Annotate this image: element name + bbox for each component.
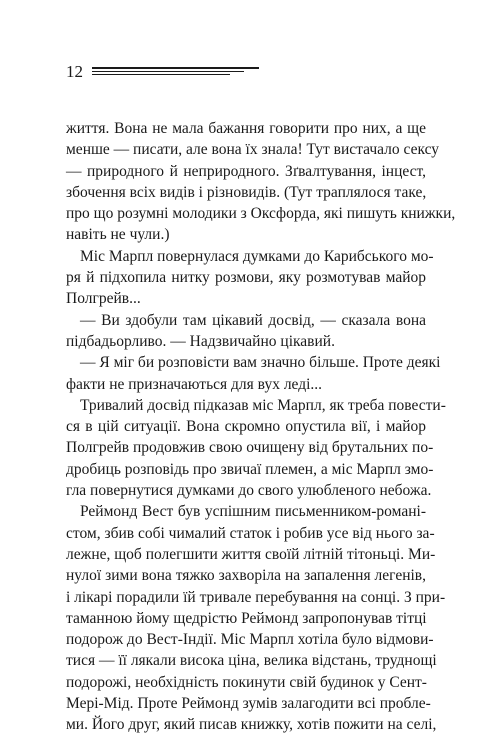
page-header (66, 60, 266, 84)
text-line: Мері-Мід. Проте Реймонд зумів залагодити всі пробле- (66, 695, 431, 713)
text-line: таманною йому щедрістю Реймонд запропонував тітці (66, 609, 427, 627)
body-text (66, 118, 456, 736)
text-line: лежне, щоб полегшити життя своїй літній тітоньці. Ми- (66, 545, 436, 563)
text-line: подорожі, необхідність покинути свій будинок у Сент- (66, 673, 427, 691)
header-rule (92, 74, 230, 75)
text-line: тися — її лякали висока ціна, велика відстань, труднощі (66, 652, 437, 670)
text-line: навіть не чули.) (66, 226, 170, 244)
text-line: Реймонд Вест був успішним письменником-романі- (80, 503, 426, 521)
text-line: — Ви здобули там цікавий досвід, — сказала вона (80, 311, 426, 329)
text-line: про що розумні молодики з Оксфорда, які пишуть книжки, (66, 205, 456, 223)
text-line: дробиць розповідь про звичаї племен, а міс Марпл змо- (66, 460, 434, 478)
text-line: менше — писати, але вона їх знала! Тут вистачало сексу (66, 141, 440, 159)
text-line: Міс Марпл повернулася думками до Карибського мо- (80, 247, 434, 265)
text-line: нулої зими вона тяжко захворіла на запалення легенів, (66, 567, 426, 585)
text-line: — Я міг би розповісти вам значно більше. Проте деякі (80, 354, 441, 372)
text-line: подорож до Вест-Індії. Міс Марпл хотіла було відмови- (66, 631, 434, 649)
header-rules (92, 67, 259, 77)
text-line: стом, збив собі чималий статок і робив усе від нього за- (66, 524, 435, 542)
page-number: 12 (66, 62, 83, 81)
text-line: життя. Вона не мала бажання говорити про них, а ще (66, 120, 426, 137)
header-rule (92, 71, 244, 72)
text-line: ся в цій ситуації. Вона скромно опустила вії, і майор (66, 418, 426, 436)
text-line: гла повернутися думками до свого улюбленого небожа. (66, 482, 432, 500)
text-line: ми. Його друг, який писав книжку, хотів пожити на селі, (66, 716, 437, 734)
text-line: і лікарі порадили їй тривале перебування на сонці. З при- (66, 588, 446, 606)
text-line: Полгрейв... (66, 290, 141, 308)
text-line: — природного й неприродного. Зґвалтування, інцест, (66, 162, 426, 180)
text-line: збочення всіх видів і різновидів. (Тут траплялося таке, (66, 183, 427, 201)
text-line: Полгрейв продовжив свою очищену від брутальних по- (66, 439, 434, 457)
text-line: факти не призначаються для вух леді... (66, 375, 323, 393)
text-line: Тривалий досвід підказав міс Марпл, як треба повести- (80, 396, 446, 414)
header-rule (92, 67, 259, 69)
text-line: ря й підхопила нитку розмови, яку розмотував майор (66, 269, 426, 287)
text-line: підбадьорливо. — Надзвичайно цікавий. (66, 332, 335, 350)
